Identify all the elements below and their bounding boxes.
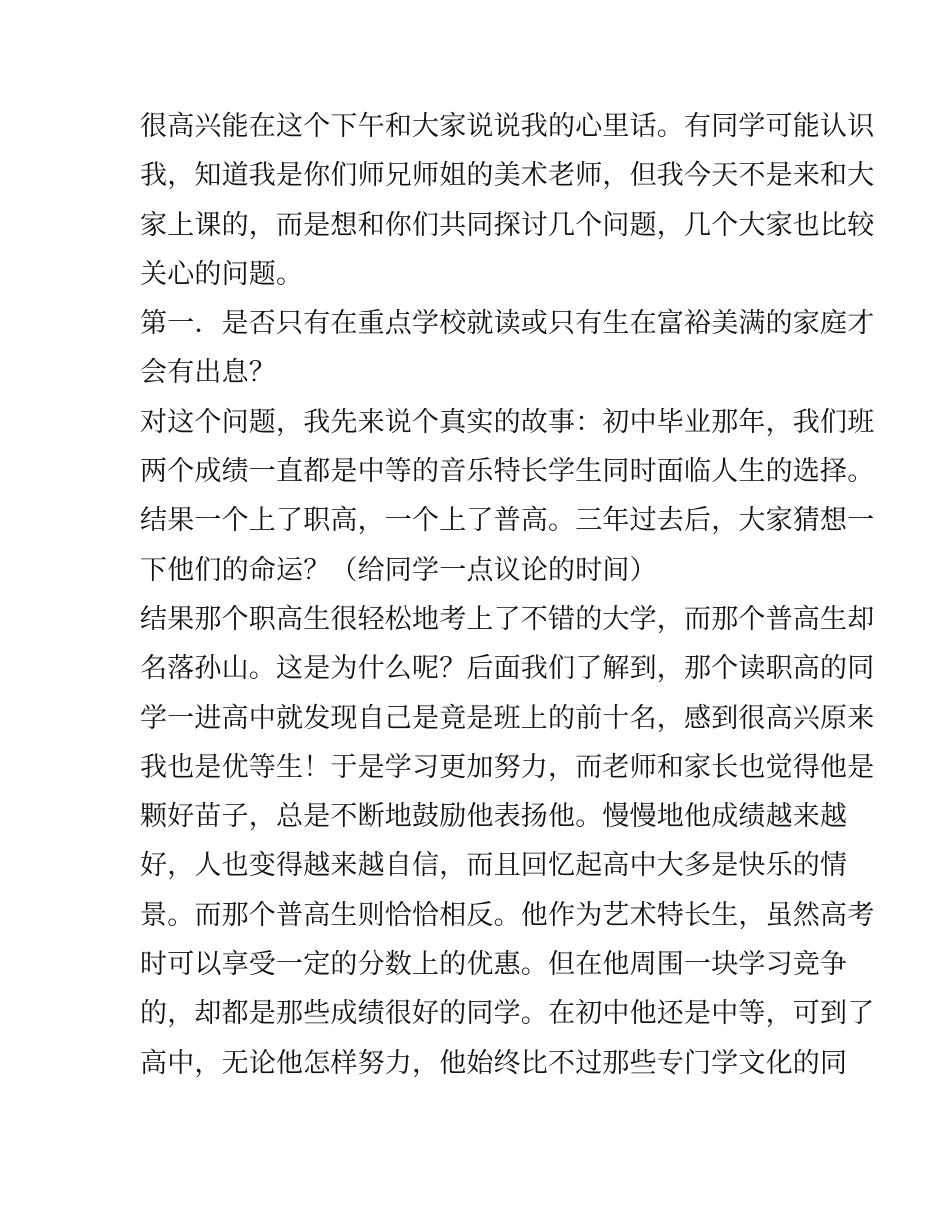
text-line: 的，却都是那些成绩很好的同学。在初中他还是中等，可到了 — [140, 998, 875, 1030]
text-line: 家上课的，而是想和你们共同探讨几个问题，几个大家也比较 — [140, 209, 875, 241]
text-line: 很高兴能在这个下午和大家说说我的心里话。有同学可能认识 — [140, 111, 875, 142]
section-heading-cont: 会有出息？ — [140, 357, 276, 389]
text-line: 结果一个上了职高，一个上了普高。三年过去后，大家猜想一 — [140, 505, 875, 537]
text-line: 景。而那个普高生则恰恰相反。他作为艺术特长生，虽然高考 — [140, 899, 875, 931]
text-line: 我，知道我是你们师兄师姐的美术老师，但我今天不是来和大 — [140, 160, 875, 192]
text-line: 时可以享受一定的分数上的优惠。但在他周围一块学习竞争 — [140, 949, 848, 981]
text-line: 好，人也变得越来越自信，而且回忆起高中大多是快乐的情 — [140, 850, 848, 882]
text-line: 名落孙山。这是为什么呢？后面我们了解到，那个读职高的同 — [140, 653, 875, 685]
text-line: 我也是优等生！于是学习更加努力，而老师和家长也觉得他是 — [140, 751, 875, 783]
text-line: 颗好苗子，总是不断地鼓励他表扬他。慢慢地他成绩越来越 — [140, 801, 848, 833]
text-line: 高中，无论他怎样努力，他始终比不过那些专门学文化的同 — [140, 1047, 848, 1079]
text-line: 关心的问题。 — [140, 258, 304, 290]
text-line: 学一进高中就发现自己是竟是班上的前十名，感到很高兴原来 — [140, 702, 875, 734]
section-heading: 第一．是否只有在重点学校就读或只有生在富裕美满的家庭才 — [140, 308, 875, 340]
text-line: 结果那个职高生很轻松地考上了不错的大学，而那个普高生却 — [140, 603, 875, 635]
text-line: 两个成绩一直都是中等的音乐特长学生同时面临人生的选择。 — [140, 456, 875, 488]
text-line: 下他们的命运？（给同学一点议论的时间） — [140, 554, 657, 586]
body-text — [140, 102, 875, 1088]
text-line: 对这个问题，我先来说个真实的故事：初中毕业那年，我们班 — [140, 406, 875, 438]
